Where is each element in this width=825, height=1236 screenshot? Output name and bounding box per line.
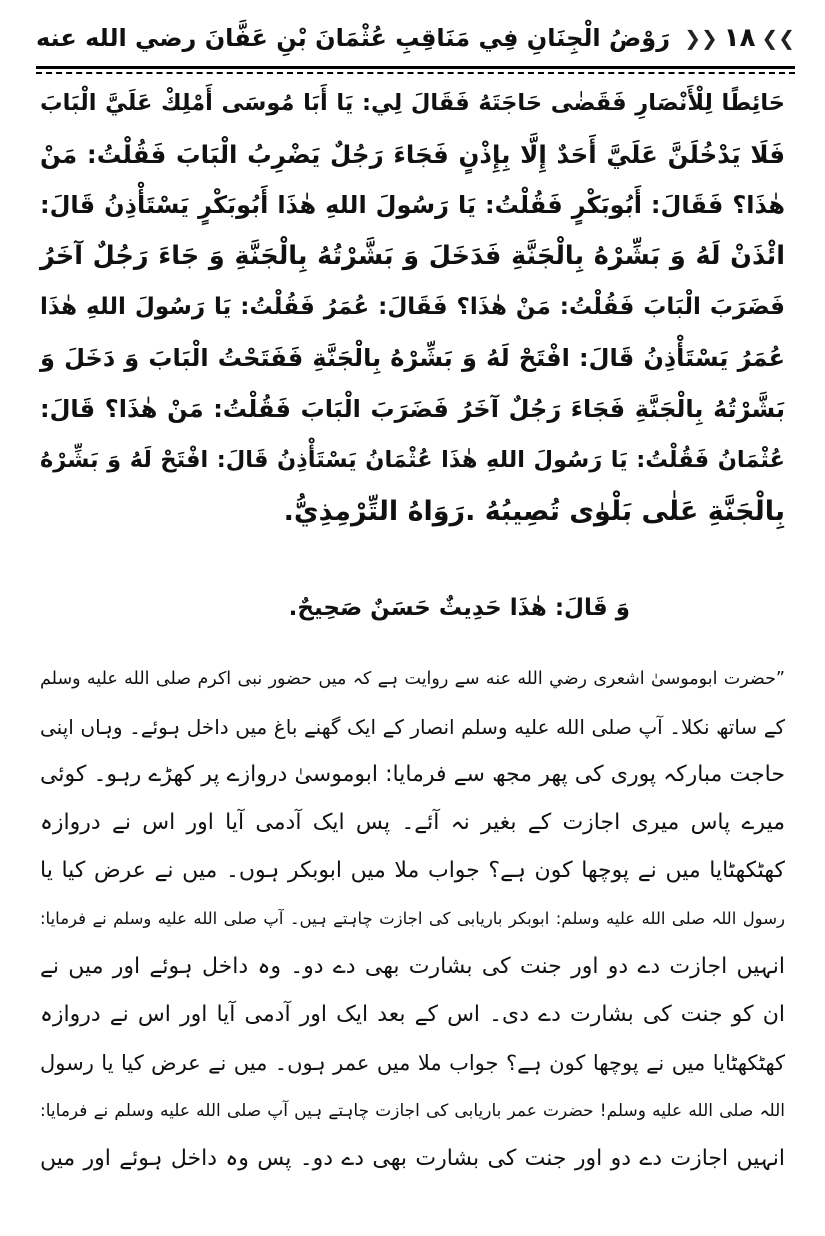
- urdu-line: کے ساتھ نکلا۔ آپ صلى الله عليه وسلم انصار کے ایک گھنے باغ میں داخل ہوئے۔ وہاں اپنی: [40, 715, 785, 739]
- flourish-right-icon: ❮❮: [684, 26, 718, 50]
- running-title: رَوْضُ الْجِنَانِ فِي مَنَاقِبِ عُثْمَانَ بْنِ عَفَّانَ رضي الله عنه: [36, 24, 671, 52]
- urdu-line: کھٹکھٹایا میں نے پوچھا کون ہے؟ جواب ملا میں عمر ہوں۔ میں نے عرض کیا یا رسول: [40, 1051, 785, 1075]
- urdu-line: انہیں اجازت دے دو اور جنت کی بشارت بھی دے دو۔ وہ داخل ہوئے اور میں نے: [40, 954, 785, 979]
- arabic-line: بِالْجَنَّةِ عَلٰى بَلْوٰى تُصِيبُهُ .رَوَاهُ التِّرْمِذِيُّ.: [283, 496, 785, 527]
- urdu-line: ”حضرت ابوموسیٰ اشعری رضي الله عنه سے روایت ہے کہ میں حضور نبی اکرم صلى الله عليه وسلم: [40, 669, 785, 689]
- arabic-hadith-text: [40, 78, 785, 537]
- arabic-line: ائْذَنْ لَهُ وَ بَشِّرْهُ بِالْجَنَّةِ فَدَخَلَ وَ بَشَّرْتُهُ بِالْجَنَّةِ وَ جَاءَ رَجُلٌ آخَرُ: [40, 241, 785, 271]
- arabic-line: حَائِطًا لِلْأَنْصَارِ فَقَضٰى حَاجَتَهُ فَقَالَ لِي: يَا أَبَا مُوسَى أَمْلِكْ عَلَيَّ الْبَابَ: [40, 90, 785, 116]
- hadith-grading-note: وَ قَالَ: هٰذَا حَدِيثٌ حَسَنٌ صَحِيحٌ.: [288, 595, 630, 621]
- flourish-left-icon: ❯❯: [761, 26, 795, 50]
- arabic-line: فَضَرَبَ الْبَابَ فَقُلْتُ: مَنْ هٰذَا؟ فَقَالَ: عُمَرُ فَقُلْتُ: يَا رَسُولَ اللهِ هٰذَا: [40, 294, 785, 320]
- arabic-line: هٰذَا؟ فَقَالَ: أَبُوبَكْرٍ فَقُلْتُ: يَا رَسُولَ اللهِ هٰذَا أَبُوبَكْرٍ يَسْتَأْذِنُ قَالَ:: [40, 191, 785, 219]
- arabic-line: فَلَا يَدْخُلَنَّ عَلَيَّ أَحَدٌ إِلَّا بِإِذْنٍ فَجَاءَ رَجُلٌ يَضْرِبُ الْبَابَ فَقُلْتُ: مَنْ: [40, 140, 785, 169]
- page-number-group: [684, 23, 795, 53]
- urdu-line: اللہ صلى الله عليه وسلم! حضرت عمر باریابی کی اجازت چاہتے ہیں آپ صلى الله عليه وسلم نے فرمایا:: [40, 1101, 785, 1121]
- urdu-line: انہیں اجازت دے دو اور جنت کی بشارت بھی دے دو۔ پس وہ داخل ہوئے اور میں: [40, 1146, 785, 1171]
- arabic-line: عُمَرُ يَسْتَأْذِنُ قَالَ: افْتَحْ لَهُ وَ بَشِّرْهُ بِالْجَنَّةِ فَفَتَحْتُ الْبَابَ وَ دَخَلَ وَ: [40, 344, 785, 372]
- urdu-line: کھٹکھٹایا میں نے پوچھا کون ہے؟ جواب ملا میں ابوبکر ہوں۔ میں نے عرض کیا یا: [40, 858, 785, 883]
- header-dashed-rule: [36, 72, 795, 74]
- urdu-line: حاجت مبارکہ پوری کی پھر مجھ سے فرمایا: ابوموسیٰ دروازے پر کھڑے رہو۔ کوئی: [40, 762, 785, 787]
- urdu-translation: [40, 655, 785, 1183]
- page-number: ۱۸: [723, 23, 756, 53]
- arabic-line: بَشَّرْتُهُ بِالْجَنَّةِ فَجَاءَ رَجُلٌ آخَرُ فَضَرَبَ الْبَابَ فَقُلْتُ: مَنْ هٰذَا؟ قَالَ:: [40, 395, 785, 423]
- page-header: [36, 14, 795, 62]
- arabic-line: عُثْمَانُ فَقُلْتُ: يَا رَسُولَ اللهِ هٰذَا عُثْمَانُ يَسْتَأْذِنُ قَالَ: افْتَحْ لَهُ وَ بَشِّرْهُ: [40, 447, 785, 473]
- header-rule: [36, 66, 795, 69]
- urdu-line: رسول اللہ صلى الله عليه وسلم: ابوبکر باریابی کی اجازت چاہتے ہیں۔ آپ صلى الله عليه وسلم نے فرمایا:: [40, 909, 785, 928]
- urdu-line: ان کو جنت کی بشارت دے دی۔ اس کے بعد ایک اور آدمی آیا اور اس نے دروازہ: [40, 1002, 785, 1027]
- urdu-line: میرے پاس میری اجازت کے بغیر نہ آئے۔ پس ایک آدمی آیا اور اس نے دروازہ: [40, 810, 785, 835]
